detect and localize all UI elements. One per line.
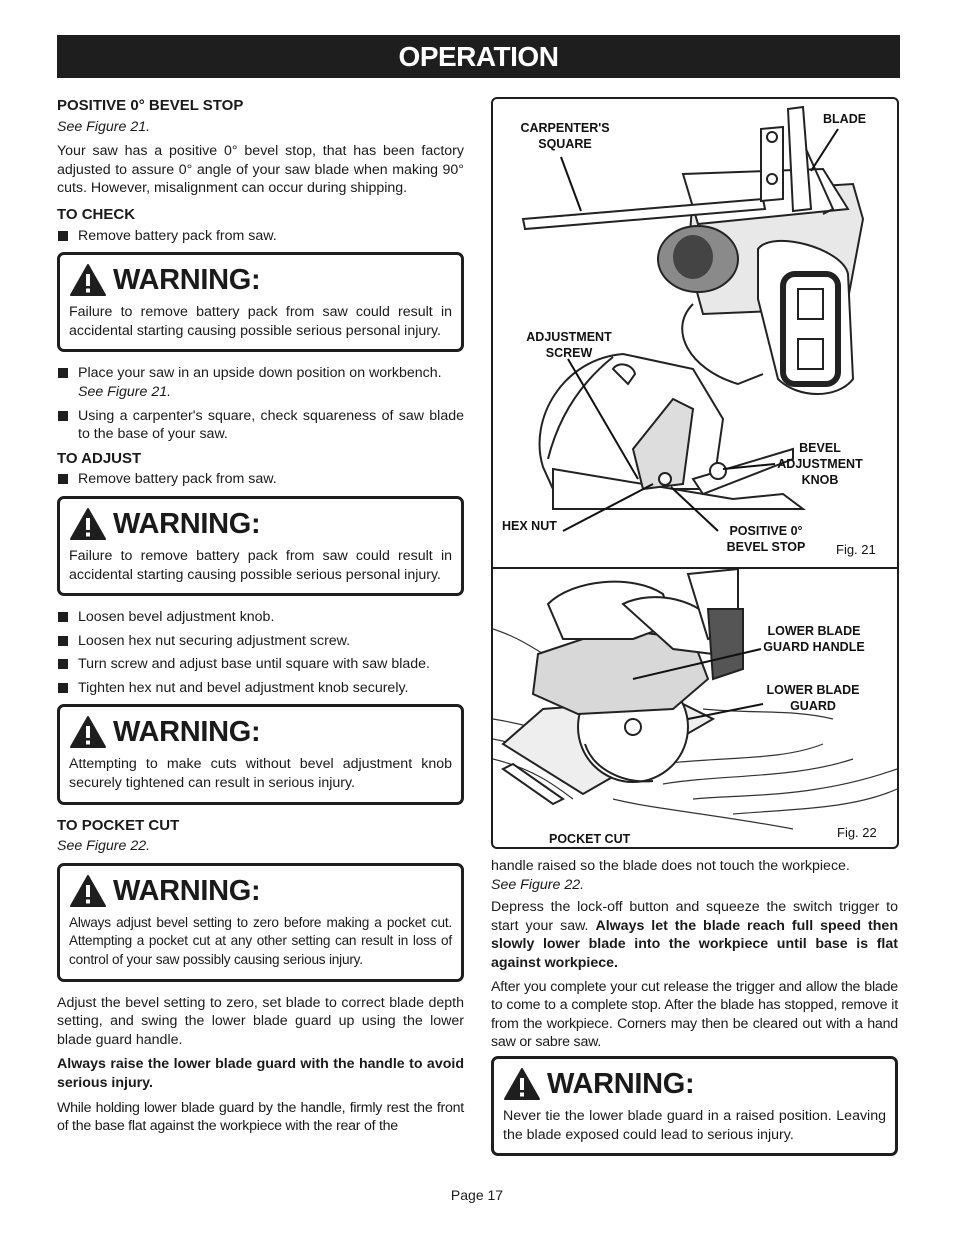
bullet-icon	[58, 411, 68, 421]
warning-label: WARNING:	[113, 874, 261, 907]
warning-triangle-icon	[69, 263, 107, 297]
warning-triangle-icon	[69, 715, 107, 749]
depress-paragraph: Depress the lock-off button and squeeze the switch trigger to start your saw. Always let the blade reach full speed then slowly lower blade into the workpiece until base is flat against workpiece.	[491, 899, 898, 971]
warning-label: WARNING:	[113, 716, 261, 749]
bevel-see-figure: See Figure 21.	[57, 118, 151, 135]
to-check-heading: TO CHECK	[57, 205, 136, 223]
callout-hex-nut: HEX NUT	[502, 519, 557, 533]
bullet-icon	[58, 474, 68, 484]
pocket-paragraph-2: While holding lower blade guard by the handle, firmly rest the front of the base flat against the workpiece with the rear of the	[57, 1099, 464, 1135]
warning-box	[57, 863, 464, 982]
figure-label: Fig. 22	[837, 825, 877, 840]
after-cut-paragraph: After you complete your cut release the trigger and allow the blade to come to a complete stop. After the blade has stopped, remove it from the workpiece. Corners may then be cleared out with a hand saw or sabre saw.	[491, 978, 898, 1051]
to-adjust-heading: TO ADJUST	[57, 449, 142, 467]
pocket-see-figure: See Figure 22.	[57, 838, 151, 855]
warning-label: WARNING:	[113, 263, 261, 296]
figure-22	[491, 567, 899, 849]
warning-box	[57, 496, 464, 596]
list-item: Remove battery pack from saw.	[57, 470, 464, 489]
callout-lower-blade-guard: LOWER BLADE GUARD	[766, 683, 860, 713]
bullet-icon	[58, 231, 68, 241]
figure-label: Fig. 21	[836, 542, 876, 557]
warning-box	[57, 252, 464, 352]
bevel-paragraph: Your saw has a positive 0° bevel stop, that has been factory adjusted to assure 0° angle of your saw blade when making 90° cuts. However, misalignment can occur during shipping.	[57, 143, 464, 197]
list-item: Place your saw in an upside down position on workbench. See Figure 21.	[57, 364, 464, 401]
bevel-stop-heading: POSITIVE 0° BEVEL STOP	[57, 97, 244, 114]
warning-text: Attempting to make cuts without bevel adjustment knob securely tightened can result in serious injury.	[69, 756, 452, 792]
callout-adjustment-screw: ADJUSTMENT SCREW	[526, 330, 612, 360]
list-item: Remove battery pack from saw.	[57, 227, 464, 246]
warning-label: WARNING:	[113, 507, 261, 540]
list-item: Loosen hex nut securing adjustment screw.	[57, 632, 464, 651]
right-column	[491, 857, 898, 1168]
bullet-icon	[58, 636, 68, 646]
callout-pocket-cut: POCKET CUT	[549, 832, 631, 846]
list-item: Using a carpenter's square, check squareness of saw blade to the base of your saw.	[57, 407, 464, 444]
pocket-paragraph-1: Adjust the bevel setting to zero, set blade to correct blade depth setting, and swing the lower blade guard up using the lower blade guard handle.	[57, 994, 464, 1048]
warning-box	[57, 704, 464, 804]
warning-text: Failure to remove battery pack from saw could result in accidental starting causing possible serious personal injury.	[69, 304, 452, 339]
left-column	[57, 97, 464, 1140]
bullet-icon	[58, 612, 68, 622]
callout-carpenters-square: CARPENTER'S SQUARE	[520, 121, 610, 151]
callout-lower-blade-guard-handle: LOWER BLADE GUARD HANDLE	[763, 624, 865, 654]
warning-text: Always adjust bevel setting to zero before making a pocket cut. Attempting a pocket cut at any other setting can result in loss of control of your saw possibly causing serious injury.	[69, 914, 452, 968]
bullet-icon	[58, 659, 68, 669]
callout-bevel-adjustment-knob: BEVEL ADJUSTMENT KNOB	[777, 441, 863, 487]
warning-text: Never tie the lower blade guard in a raised position. Leaving the blade exposed could lead to serious injury.	[503, 1107, 886, 1143]
continued-paragraph: handle raised so the blade does not touch the workpiece. See Figure 22.	[491, 858, 850, 893]
pocket-cut-heading: TO POCKET CUT	[57, 816, 180, 834]
bullet-icon	[58, 368, 68, 378]
pocket-bold-warning: Always raise the lower blade guard with the handle to avoid serious injury.	[57, 1056, 464, 1091]
warning-text: Failure to remove battery pack from saw could result in accidental starting causing possible serious personal injury.	[69, 547, 452, 583]
bullet-icon	[58, 683, 68, 693]
figure-21	[491, 97, 899, 569]
page-number: Page 17	[450, 1187, 504, 1203]
list-item: Tighten hex nut and bevel adjustment knob securely.	[57, 679, 464, 698]
warning-label: WARNING:	[547, 1067, 695, 1100]
list-item: Loosen bevel adjustment knob.	[57, 608, 464, 627]
warning-triangle-icon	[503, 1067, 541, 1101]
section-title: OPERATION	[57, 35, 900, 78]
warning-box	[491, 1056, 898, 1156]
warning-triangle-icon	[69, 507, 107, 541]
list-item: Turn screw and adjust base until square with saw blade.	[57, 655, 464, 674]
callout-bevel-stop: POSITIVE 0° BEVEL STOP	[726, 524, 806, 554]
warning-triangle-icon	[69, 874, 107, 908]
callout-blade: BLADE	[823, 112, 867, 126]
